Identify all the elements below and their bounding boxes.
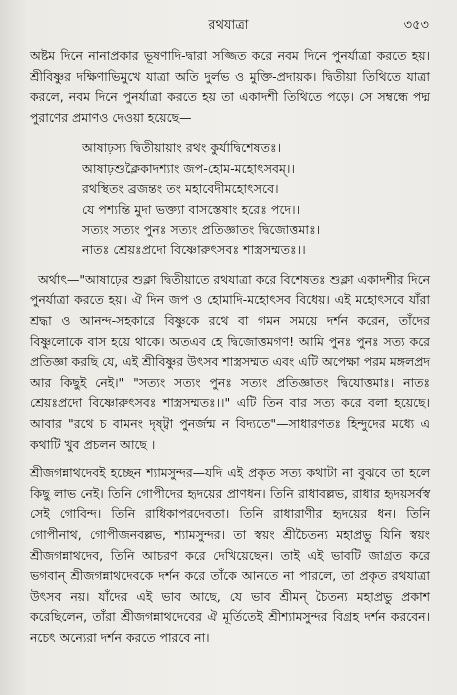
verse-line: আষাঢ়শুক্লৈকাদশ্যাং জপ-হোম-মহোৎসবম্।।	[82, 160, 296, 176]
verse-line: সত্যং সত্যং পুনঃ সত্যং প্রতিজ্ঞাতং দ্বিজোত্তমাঃ।	[82, 222, 321, 237]
page-content	[30, 46, 430, 649]
running-title: রথযাত্রা	[208, 18, 249, 33]
verse-line: আষাঢ়স্য দ্বিতীয়ায়াং রথং কুর্যাদ্বিশেষতঃ।	[82, 140, 282, 156]
page-header	[0, 16, 457, 34]
translation-paragraph: অর্থাৎ—"আষাঢ়ের শুক্লা দ্বিতীয়াতে রথযাত্রা করে বিশেষতঃ শুক্লা একাদশীর দিনে পুনর্যাত্রা করতে হয়। ঐ দিন জপ ও হোমাদি-মহোৎসব বিধেয়। এই মহোৎসবে যাঁরা শ্রদ্ধা ও আনন্দ-সহকারে বিষ্ণুকে রথে বা গমন সময়ে দর্শন করেন, তাঁদের বিষ্ণুলোকে বাস হয়ে থাকে। অতএব হে দ্বিজোত্তমগণ! আমি পুনঃ পুনঃ সত্য করে প্রতিজ্ঞা করছি যে, এই শ্রীবিষ্ণুর উৎসব শাস্ত্রসম্মত এবং এটি অপেক্ষা পরম মঙ্গলপ্রদ আর কিছুই নেই।" "সত্যং সত্যং পুনঃ সত্যং প্রতিজ্ঞাতং দ্বিযোত্তমাঃ। নাতঃ শ্রেয়ঃপ্রদো বিষ্ণোরুৎসবঃ শাস্ত্রসম্মতঃ।।" এটি তিন বার সত্য করে বলা হয়েছে। আবার "রথে চ বামনং দৃষ্ট্বা পুনর্জন্ম ন বিদ্যতে"—সাধারণতঃ হিন্দুদের মধ্যে এ কথাটি খুব প্রচলন আছে ।	[30, 271, 430, 452]
verse-line: নাতঃ শ্রেয়ঃপ্রদো বিষ্ণোরুৎসবঃ শাস্ত্রসম্মতঃ।।	[82, 242, 306, 258]
closing-paragraph: শ্রীজগন্নাথদেবই হচ্ছেন শ্যামসুন্দর—যদি এই প্রকৃত সত্য কথাটা না বুঝবে তা হলে কিছু লাভ নেই। তিনি গোপীদের হৃদয়ের প্রাণধন। তিনি রাধাবল্লভ, রাধার হৃদয়সর্বস্ব সেই গোবিন্দ। তিনি রাধিকাপরদেবতা। তিনি রাধারাণীর হৃদয়ের ধন। তিনি গোপীনাথ, গোপীজনবল্লভ, শ্যামসুন্দর। তা স্বয়ং শ্রীচৈতন্য মহাপ্রভু যিনি স্বয়ং শ্রীজগন্নাথদেব, তিনি আচরণ করে দেখিয়েছেন। তাই এই ভাবটি জাগ্রত করে ভগবান্ শ্রীজগন্নাথদেবকে দর্শন করে তাঁকে আনতে না পারলে, তা প্রকৃত রথযাত্রা উৎসব নয়। যাঁদের এই ভাব আছে, যে ভাব শ্রীমন্ চৈতন্য মহাপ্রভু প্রকাশ করেছিলেন, তাঁরা শ্রীজগন্নাথদেবের ঐ মূর্তিতেই শ্রীশ্যামসুন্দর বিগ্রহ দর্শন করবেন। নচেৎ অন্যেরা দর্শন করতে পারবে না।	[30, 465, 430, 645]
sanskrit-verse	[82, 138, 430, 260]
verse-line: রথস্থিতং ব্রজন্তং তং মহাবেদীমহোৎসবে।	[82, 181, 279, 197]
intro-paragraph: অষ্টম দিনে নানাপ্রকার ভূষণাদি-দ্বারা সজ্জিত করে নবম দিনে পুনর্যাত্রা করতে হয়। শ্রীবিষ্ণুর দক্ষিণাভিমুখে যাত্রা অতি দুর্লভ ও মুক্তি-প্রদায়ক। দ্বিতীয়া তিথিতে যাত্রা করলে, নবম দিনে পুনর্যাত্রা করতে হয় তা একাদশী তিথিতে পড়ে। সে সম্বন্ধে পদ্ম পুরাণের প্রমাণও দেওয়া হয়েছে—	[30, 48, 430, 125]
page-number: ৩৫৩	[403, 18, 429, 33]
verse-line: যে পশ্যন্তি মুদা ভক্ত্যা বাসস্তেষাং হরেঃ পদে।।	[82, 201, 301, 217]
